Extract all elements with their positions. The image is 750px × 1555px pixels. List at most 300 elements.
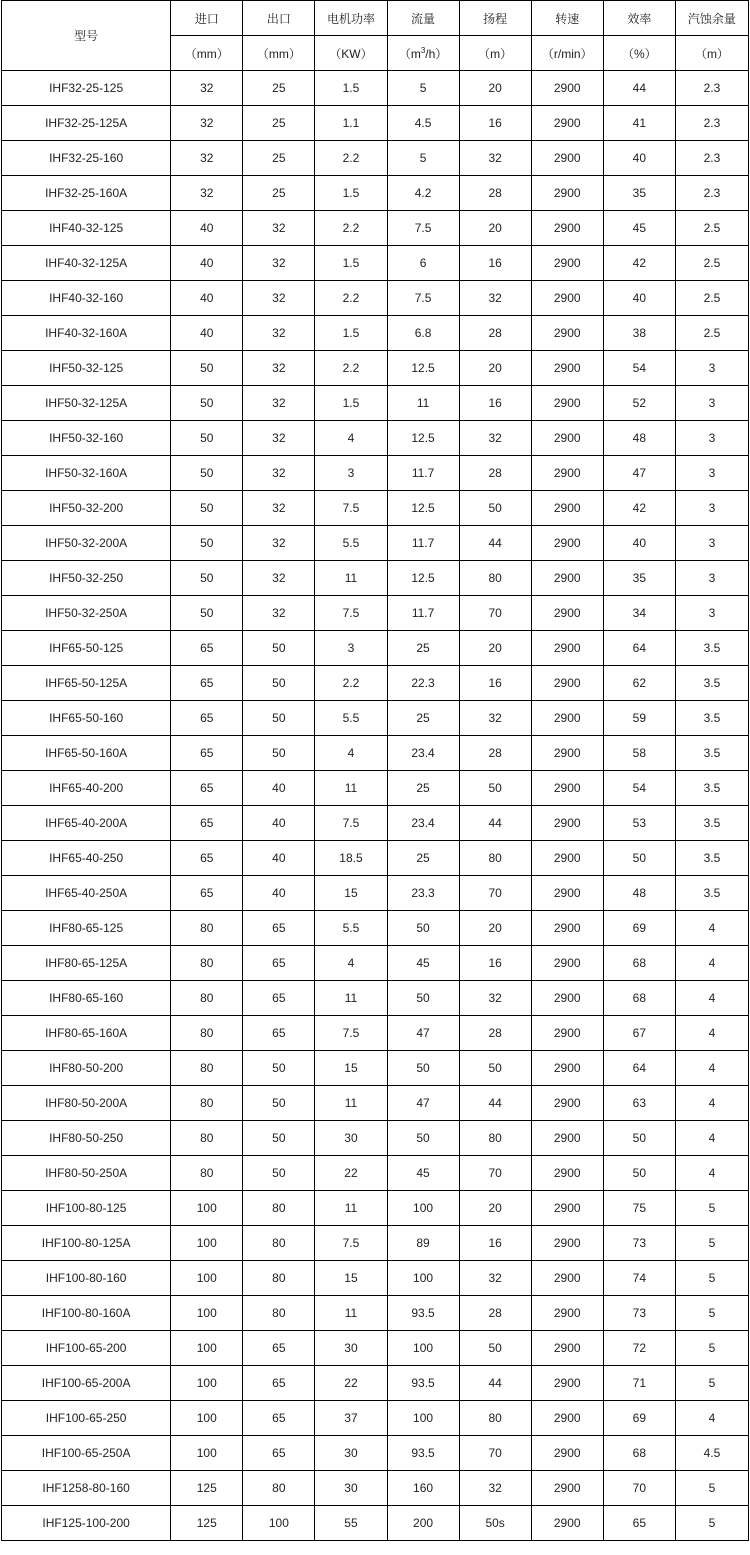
- cell-npsh: 2.3: [675, 106, 748, 141]
- cell-speed: 2900: [531, 771, 603, 806]
- cell-speed: 2900: [531, 211, 603, 246]
- cell-efficiency: 71: [603, 1366, 675, 1401]
- table-row: [2, 176, 749, 211]
- cell-outlet: 32: [243, 316, 315, 351]
- cell-inlet: 65: [171, 701, 243, 736]
- cell-speed: 2900: [531, 701, 603, 736]
- cell-speed: 2900: [531, 1051, 603, 1086]
- cell-speed: 2900: [531, 386, 603, 421]
- cell-flow: 47: [387, 1016, 459, 1051]
- cell-inlet: 32: [171, 141, 243, 176]
- cell-speed: 2900: [531, 1156, 603, 1191]
- cell-speed: 2900: [531, 1366, 603, 1401]
- cell-head: 16: [459, 246, 531, 281]
- table-row: [2, 1436, 749, 1471]
- cell-npsh: 3.5: [675, 666, 748, 701]
- cell-motor-power: 1.5: [315, 386, 387, 421]
- cell-npsh: 3.5: [675, 841, 748, 876]
- unit-motor-power: （KW）: [315, 36, 387, 71]
- cell-head: 20: [459, 211, 531, 246]
- table-row: [2, 1226, 749, 1261]
- cell-outlet: 32: [243, 596, 315, 631]
- cell-flow: 25: [387, 631, 459, 666]
- cell-head: 28: [459, 1016, 531, 1051]
- cell-flow: 200: [387, 1506, 459, 1541]
- unit-speed: （r/min）: [531, 36, 603, 71]
- cell-outlet: 32: [243, 421, 315, 456]
- cell-flow: 6.8: [387, 316, 459, 351]
- cell-flow: 12.5: [387, 421, 459, 456]
- cell-head: 20: [459, 631, 531, 666]
- table-row: [2, 1366, 749, 1401]
- cell-npsh: 3: [675, 561, 748, 596]
- cell-speed: 2900: [531, 806, 603, 841]
- cell-speed: 2900: [531, 666, 603, 701]
- table-row: [2, 806, 749, 841]
- table-row: [2, 771, 749, 806]
- cell-efficiency: 40: [603, 281, 675, 316]
- cell-motor-power: 11: [315, 1191, 387, 1226]
- cell-motor-power: 5.5: [315, 701, 387, 736]
- cell-motor-power: 2.2: [315, 351, 387, 386]
- cell-speed: 2900: [531, 736, 603, 771]
- cell-motor-power: 4: [315, 946, 387, 981]
- cell-efficiency: 62: [603, 666, 675, 701]
- cell-inlet: 65: [171, 666, 243, 701]
- cell-speed: 2900: [531, 351, 603, 386]
- cell-model: IHF100-80-160: [2, 1261, 171, 1296]
- cell-head: 32: [459, 141, 531, 176]
- cell-head: 80: [459, 1401, 531, 1436]
- cell-flow: 100: [387, 1331, 459, 1366]
- cell-efficiency: 53: [603, 806, 675, 841]
- cell-head: 28: [459, 736, 531, 771]
- cell-model: IHF100-65-200A: [2, 1366, 171, 1401]
- cell-npsh: 3: [675, 351, 748, 386]
- cell-inlet: 80: [171, 946, 243, 981]
- table-row: [2, 1401, 749, 1436]
- cell-model: IHF40-32-160A: [2, 316, 171, 351]
- cell-model: IHF65-40-200A: [2, 806, 171, 841]
- cell-inlet: 100: [171, 1366, 243, 1401]
- cell-efficiency: 50: [603, 1156, 675, 1191]
- cell-speed: 2900: [531, 421, 603, 456]
- table-row: [2, 281, 749, 316]
- cell-outlet: 80: [243, 1191, 315, 1226]
- cell-outlet: 65: [243, 946, 315, 981]
- table-row: [2, 246, 749, 281]
- cell-speed: 2900: [531, 71, 603, 106]
- header-model: 型号: [2, 1, 171, 71]
- cell-speed: 2900: [531, 561, 603, 596]
- cell-model: IHF100-65-250A: [2, 1436, 171, 1471]
- header-outlet: 出口: [243, 1, 315, 36]
- cell-head: 32: [459, 1261, 531, 1296]
- cell-model: IHF100-80-160A: [2, 1296, 171, 1331]
- cell-efficiency: 65: [603, 1506, 675, 1541]
- cell-outlet: 50: [243, 736, 315, 771]
- cell-head: 16: [459, 946, 531, 981]
- cell-speed: 2900: [531, 1226, 603, 1261]
- cell-outlet: 32: [243, 351, 315, 386]
- cell-head: 28: [459, 316, 531, 351]
- unit-head: （m）: [459, 36, 531, 71]
- cell-npsh: 4: [675, 981, 748, 1016]
- cell-npsh: 2.3: [675, 176, 748, 211]
- cell-motor-power: 1.1: [315, 106, 387, 141]
- cell-flow: 4.5: [387, 106, 459, 141]
- cell-npsh: 4: [675, 1156, 748, 1191]
- cell-head: 32: [459, 701, 531, 736]
- table-row: [2, 1261, 749, 1296]
- cell-head: 44: [459, 526, 531, 561]
- cell-npsh: 4: [675, 911, 748, 946]
- cell-speed: 2900: [531, 946, 603, 981]
- cell-head: 44: [459, 1086, 531, 1121]
- cell-inlet: 32: [171, 176, 243, 211]
- cell-flow: 47: [387, 1086, 459, 1121]
- cell-inlet: 40: [171, 316, 243, 351]
- cell-inlet: 50: [171, 561, 243, 596]
- cell-head: 20: [459, 71, 531, 106]
- cell-model: IHF40-32-125A: [2, 246, 171, 281]
- cell-motor-power: 11: [315, 561, 387, 596]
- cell-efficiency: 41: [603, 106, 675, 141]
- cell-model: IHF50-32-250A: [2, 596, 171, 631]
- cell-inlet: 100: [171, 1331, 243, 1366]
- cell-npsh: 5: [675, 1506, 748, 1541]
- unit-outlet: （mm）: [243, 36, 315, 71]
- cell-outlet: 32: [243, 561, 315, 596]
- cell-motor-power: 11: [315, 1086, 387, 1121]
- cell-outlet: 25: [243, 106, 315, 141]
- cell-outlet: 40: [243, 806, 315, 841]
- cell-model: IHF1258-80-160: [2, 1471, 171, 1506]
- cell-efficiency: 64: [603, 631, 675, 666]
- cell-speed: 2900: [531, 1506, 603, 1541]
- cell-npsh: 3: [675, 491, 748, 526]
- cell-flow: 22.3: [387, 666, 459, 701]
- cell-efficiency: 34: [603, 596, 675, 631]
- cell-efficiency: 40: [603, 141, 675, 176]
- table-row: [2, 876, 749, 911]
- cell-efficiency: 70: [603, 1471, 675, 1506]
- cell-efficiency: 69: [603, 911, 675, 946]
- cell-efficiency: 58: [603, 736, 675, 771]
- cell-outlet: 65: [243, 1401, 315, 1436]
- table-row: [2, 736, 749, 771]
- cell-npsh: 5: [675, 1226, 748, 1261]
- cell-motor-power: 7.5: [315, 1226, 387, 1261]
- cell-head: 50s: [459, 1506, 531, 1541]
- cell-npsh: 3.5: [675, 876, 748, 911]
- table-row: [2, 351, 749, 386]
- cell-inlet: 100: [171, 1296, 243, 1331]
- cell-efficiency: 72: [603, 1331, 675, 1366]
- cell-head: 20: [459, 1191, 531, 1226]
- cell-efficiency: 63: [603, 1086, 675, 1121]
- cell-inlet: 50: [171, 351, 243, 386]
- cell-outlet: 32: [243, 526, 315, 561]
- cell-model: IHF50-32-160: [2, 421, 171, 456]
- cell-npsh: 4: [675, 1086, 748, 1121]
- cell-outlet: 65: [243, 1331, 315, 1366]
- cell-model: IHF80-50-200: [2, 1051, 171, 1086]
- cell-efficiency: 73: [603, 1226, 675, 1261]
- cell-efficiency: 68: [603, 981, 675, 1016]
- cell-speed: 2900: [531, 1331, 603, 1366]
- cell-npsh: 2.3: [675, 141, 748, 176]
- cell-model: IHF80-65-125A: [2, 946, 171, 981]
- cell-efficiency: 67: [603, 1016, 675, 1051]
- table-row: [2, 1296, 749, 1331]
- cell-npsh: 3: [675, 386, 748, 421]
- cell-head: 70: [459, 1436, 531, 1471]
- cell-model: IHF65-50-125: [2, 631, 171, 666]
- cell-speed: 2900: [531, 316, 603, 351]
- cell-efficiency: 52: [603, 386, 675, 421]
- cell-model: IHF32-25-160: [2, 141, 171, 176]
- cell-model: IHF65-50-160: [2, 701, 171, 736]
- cell-motor-power: 1.5: [315, 176, 387, 211]
- cell-speed: 2900: [531, 1016, 603, 1051]
- cell-npsh: 5: [675, 1261, 748, 1296]
- cell-motor-power: 1.5: [315, 71, 387, 106]
- cell-head: 16: [459, 666, 531, 701]
- cell-model: IHF50-32-160A: [2, 456, 171, 491]
- cell-speed: 2900: [531, 981, 603, 1016]
- cell-flow: 23.4: [387, 736, 459, 771]
- cell-efficiency: 68: [603, 946, 675, 981]
- cell-head: 80: [459, 561, 531, 596]
- cell-inlet: 32: [171, 71, 243, 106]
- cell-head: 50: [459, 491, 531, 526]
- cell-efficiency: 74: [603, 1261, 675, 1296]
- cell-motor-power: 22: [315, 1366, 387, 1401]
- cell-motor-power: 22: [315, 1156, 387, 1191]
- cell-model: IHF40-32-125: [2, 211, 171, 246]
- table-row: [2, 561, 749, 596]
- cell-motor-power: 15: [315, 1051, 387, 1086]
- cell-npsh: 2.5: [675, 211, 748, 246]
- cell-flow: 93.5: [387, 1436, 459, 1471]
- cell-model: IHF80-65-160: [2, 981, 171, 1016]
- cell-efficiency: 44: [603, 71, 675, 106]
- cell-speed: 2900: [531, 141, 603, 176]
- cell-flow: 23.4: [387, 806, 459, 841]
- cell-outlet: 40: [243, 771, 315, 806]
- cell-flow: 50: [387, 1051, 459, 1086]
- cell-motor-power: 11: [315, 1296, 387, 1331]
- cell-motor-power: 30: [315, 1471, 387, 1506]
- cell-npsh: 5: [675, 1296, 748, 1331]
- cell-flow: 100: [387, 1261, 459, 1296]
- cell-outlet: 32: [243, 386, 315, 421]
- pump-spec-table: [1, 0, 749, 1541]
- cell-npsh: 3: [675, 421, 748, 456]
- cell-speed: 2900: [531, 1471, 603, 1506]
- unit-inlet: （mm）: [171, 36, 243, 71]
- cell-model: IHF100-65-200: [2, 1331, 171, 1366]
- cell-outlet: 65: [243, 1436, 315, 1471]
- table-row: [2, 1471, 749, 1506]
- cell-outlet: 32: [243, 211, 315, 246]
- cell-efficiency: 50: [603, 841, 675, 876]
- cell-speed: 2900: [531, 911, 603, 946]
- cell-model: IHF65-50-125A: [2, 666, 171, 701]
- cell-head: 50: [459, 1051, 531, 1086]
- cell-speed: 2900: [531, 1296, 603, 1331]
- cell-motor-power: 2.2: [315, 141, 387, 176]
- cell-efficiency: 42: [603, 246, 675, 281]
- cell-efficiency: 73: [603, 1296, 675, 1331]
- cell-outlet: 50: [243, 1121, 315, 1156]
- cell-npsh: 5: [675, 1331, 748, 1366]
- cell-head: 44: [459, 806, 531, 841]
- cell-model: IHF65-40-200: [2, 771, 171, 806]
- cell-outlet: 25: [243, 176, 315, 211]
- unit-flow: [387, 36, 459, 71]
- table-row: [2, 211, 749, 246]
- table-row: [2, 316, 749, 351]
- cell-flow: 5: [387, 71, 459, 106]
- unit-efficiency: （%）: [603, 36, 675, 71]
- table-row: [2, 841, 749, 876]
- cell-flow: 50: [387, 911, 459, 946]
- cell-motor-power: 4: [315, 421, 387, 456]
- cell-head: 20: [459, 351, 531, 386]
- header-flow: 流量: [387, 1, 459, 36]
- cell-head: 16: [459, 106, 531, 141]
- cell-motor-power: 30: [315, 1121, 387, 1156]
- cell-model: IHF80-65-125: [2, 911, 171, 946]
- cell-model: IHF100-80-125: [2, 1191, 171, 1226]
- cell-inlet: 65: [171, 876, 243, 911]
- cell-efficiency: 59: [603, 701, 675, 736]
- cell-npsh: 5: [675, 1366, 748, 1401]
- cell-motor-power: 15: [315, 1261, 387, 1296]
- table-row: [2, 71, 749, 106]
- cell-motor-power: 30: [315, 1331, 387, 1366]
- cell-outlet: 32: [243, 246, 315, 281]
- cell-flow: 11.7: [387, 526, 459, 561]
- cell-head: 16: [459, 386, 531, 421]
- cell-speed: 2900: [531, 246, 603, 281]
- cell-inlet: 80: [171, 981, 243, 1016]
- cell-motor-power: 2.2: [315, 281, 387, 316]
- cell-efficiency: 69: [603, 1401, 675, 1436]
- cell-inlet: 40: [171, 211, 243, 246]
- cell-motor-power: 3: [315, 631, 387, 666]
- cell-outlet: 32: [243, 456, 315, 491]
- cell-speed: 2900: [531, 1261, 603, 1296]
- cell-efficiency: 38: [603, 316, 675, 351]
- cell-npsh: 2.5: [675, 281, 748, 316]
- table-row: [2, 1506, 749, 1541]
- cell-head: 28: [459, 176, 531, 211]
- table-row: [2, 1016, 749, 1051]
- cell-flow: 25: [387, 841, 459, 876]
- cell-npsh: 5: [675, 1471, 748, 1506]
- cell-model: IHF50-32-200: [2, 491, 171, 526]
- cell-flow: 7.5: [387, 211, 459, 246]
- cell-motor-power: 30: [315, 1436, 387, 1471]
- cell-inlet: 100: [171, 1226, 243, 1261]
- cell-model: IHF80-65-160A: [2, 1016, 171, 1051]
- cell-flow: 25: [387, 771, 459, 806]
- table-row: [2, 141, 749, 176]
- cell-efficiency: 68: [603, 1436, 675, 1471]
- cell-flow: 12.5: [387, 561, 459, 596]
- cell-flow: 50: [387, 981, 459, 1016]
- cell-outlet: 80: [243, 1471, 315, 1506]
- cell-head: 70: [459, 596, 531, 631]
- unit-flow-pre: （m: [398, 46, 421, 61]
- cell-model: IHF32-25-160A: [2, 176, 171, 211]
- cell-motor-power: 7.5: [315, 491, 387, 526]
- header-npsh: 汽蚀余量: [675, 1, 748, 36]
- cell-efficiency: 48: [603, 876, 675, 911]
- table-row: [2, 946, 749, 981]
- cell-outlet: 32: [243, 281, 315, 316]
- cell-inlet: 125: [171, 1506, 243, 1541]
- cell-npsh: 4: [675, 1401, 748, 1436]
- cell-outlet: 50: [243, 1086, 315, 1121]
- header-head: 扬程: [459, 1, 531, 36]
- table-row: [2, 1156, 749, 1191]
- table-row: [2, 106, 749, 141]
- cell-outlet: 65: [243, 911, 315, 946]
- cell-model: IHF65-50-160A: [2, 736, 171, 771]
- cell-efficiency: 48: [603, 421, 675, 456]
- cell-inlet: 65: [171, 806, 243, 841]
- cell-motor-power: 7.5: [315, 596, 387, 631]
- cell-motor-power: 7.5: [315, 806, 387, 841]
- cell-outlet: 50: [243, 666, 315, 701]
- cell-head: 28: [459, 456, 531, 491]
- table-row: [2, 666, 749, 701]
- cell-head: 32: [459, 981, 531, 1016]
- cell-speed: 2900: [531, 1401, 603, 1436]
- table-row: [2, 1331, 749, 1366]
- table-row: [2, 911, 749, 946]
- cell-outlet: 25: [243, 71, 315, 106]
- cell-inlet: 65: [171, 841, 243, 876]
- cell-flow: 4.2: [387, 176, 459, 211]
- header-inlet: 进口: [171, 1, 243, 36]
- cell-motor-power: 55: [315, 1506, 387, 1541]
- cell-model: IHF65-40-250A: [2, 876, 171, 911]
- cell-npsh: 4: [675, 1051, 748, 1086]
- cell-flow: 89: [387, 1226, 459, 1261]
- cell-inlet: 32: [171, 106, 243, 141]
- cell-npsh: 4: [675, 1121, 748, 1156]
- table-header: [2, 1, 749, 71]
- cell-outlet: 100: [243, 1506, 315, 1541]
- cell-npsh: 3.5: [675, 736, 748, 771]
- cell-flow: 160: [387, 1471, 459, 1506]
- cell-motor-power: 15: [315, 876, 387, 911]
- cell-head: 70: [459, 876, 531, 911]
- cell-npsh: 5: [675, 1191, 748, 1226]
- cell-flow: 12.5: [387, 491, 459, 526]
- cell-efficiency: 35: [603, 561, 675, 596]
- cell-model: IHF40-32-160: [2, 281, 171, 316]
- cell-flow: 6: [387, 246, 459, 281]
- cell-head: 70: [459, 1156, 531, 1191]
- cell-outlet: 32: [243, 491, 315, 526]
- cell-inlet: 100: [171, 1191, 243, 1226]
